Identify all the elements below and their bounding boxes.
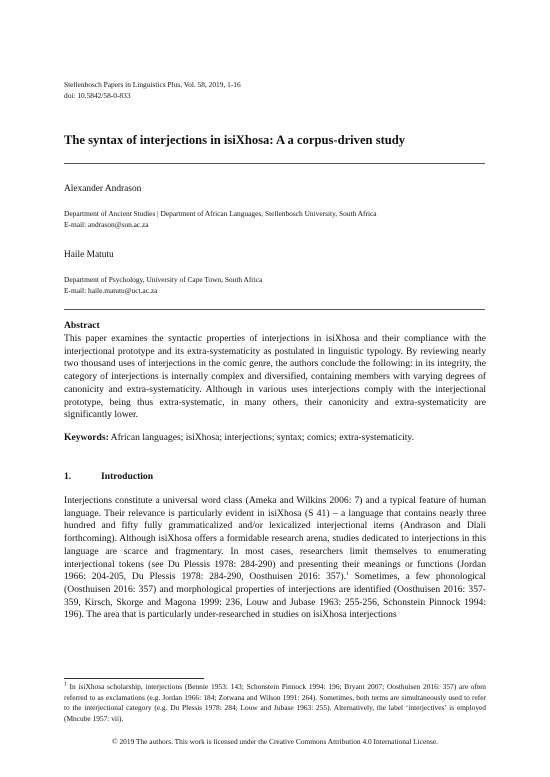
author-email: E-mail: andrason@sun.ac.za bbox=[64, 220, 149, 229]
abstract-rule bbox=[64, 309, 485, 310]
footnote bbox=[64, 682, 486, 724]
intro-text-2: Sometimes, a few phonological (Oosthuisen 2016: 357) and morphological properties of interjections are identified (Oosthuisen 2016: 357-359, Kirsch, Skorge and Magona 1999: 236, Louw and Jubase 1963: 255-256, Schonstein Pinnock 1994: 196). The area that is particularly under-researched in studies on isiXhosa interjections bbox=[64, 571, 486, 621]
abstract-text: This paper examines the syntactic properties of interjections in isiXhosa and their compliance with the interjectional prototype and its extra-systematicity as postulated in linguistic typology. By reviewing nearly two thousand uses of interjections in the comic genre, the authors conclude the following: in its integrity, the category of interjections is internally complex and diversified, containing members with varying degrees of canonicity and extra-systematicity. Although in various uses interjections comply with the interjectional prototype, being thus extra-systematic, in many others, their canonicity and extra-systematicity are significantly lower. bbox=[64, 333, 486, 421]
author-email: E-mail: haile.matutu@uct.ac.za bbox=[64, 286, 158, 295]
keywords bbox=[64, 432, 414, 443]
license-footer: © 2019 The authors. This work is licensed under the Creative Commons Attribution 4.0 International License. bbox=[112, 737, 438, 746]
author-name: Haile Matutu bbox=[64, 250, 114, 260]
footnote-ref[interactable]: 1 bbox=[346, 571, 349, 578]
author-affiliation: Department of Ancient Studies | Department of African Languages, Stellenbosch University, South Africa bbox=[64, 209, 377, 218]
author-name: Alexander Andrason bbox=[64, 184, 142, 194]
journal-header bbox=[64, 80, 241, 101]
journal-citation: Stellenbosch Papers in Linguistics Plus, Vol. 58, 2019, 1-16 bbox=[64, 80, 241, 89]
keywords-text: African languages; isiXhosa; interjections; syntax; comics; extra-systematicity. bbox=[108, 432, 414, 443]
doi: doi: 10.5842/58-0-833 bbox=[64, 90, 131, 100]
intro-text-1: Interjections constitute a universal word class (Ameka and Wilkins 2006: 7) and a typical feature of human language. Their relevance is particularly evident in isiXhosa (S 41) – a language that contains nearly three hundred and fifty fully grammaticalized and/or lexicalized interjectional items (Andrason and Dlali forthcoming). Although isiXhosa offers a formidable research arena, studies dedicated to interjections in this language are scarce and fragmentary. In most cases, researchers limit themselves to enumerating interjectional tokens (see Du Plessis 1978: 284-290) and presenting their meanings or functions (Jordan 1966: 204-205, Du Plessis 1978: 284-290, Oosthuisen 2016: 357). bbox=[64, 495, 486, 583]
keywords-label: Keywords: bbox=[64, 432, 109, 443]
section-title: Introduction bbox=[101, 471, 154, 482]
author-affiliation: Department of Psychology, University of Cape Town, South Africa bbox=[64, 275, 263, 284]
footnote-mark: 1 bbox=[64, 681, 67, 688]
abstract-heading: Abstract bbox=[64, 320, 100, 331]
footnote-text: In isiXhosa scholarship, interjections (Bennie 1953: 143; Schonstein Pinnock 1994: 196; Bryant 2007; Oosthuisen 2016: 357) are often referred to as exclamations (e.g. Jordan 1966: 184; Zotwana and Wilson 1991: 264). Sometimes, both terms are simultaneously used to refer to the interjectional category (e.g. Du Plessis 1978: 284; Louw and Jubase 1963: 255). Alternatively, the label ‘interjectives’ is employed (Mncube 1957: vii). bbox=[64, 682, 486, 723]
title-rule bbox=[64, 163, 485, 164]
section-number: 1. bbox=[64, 471, 72, 482]
intro-paragraph bbox=[64, 495, 486, 622]
section-heading bbox=[64, 471, 153, 482]
paper-title: The syntax of interjections in isiXhosa: A a corpus-driven study bbox=[64, 133, 406, 147]
footnote-rule bbox=[64, 678, 204, 679]
